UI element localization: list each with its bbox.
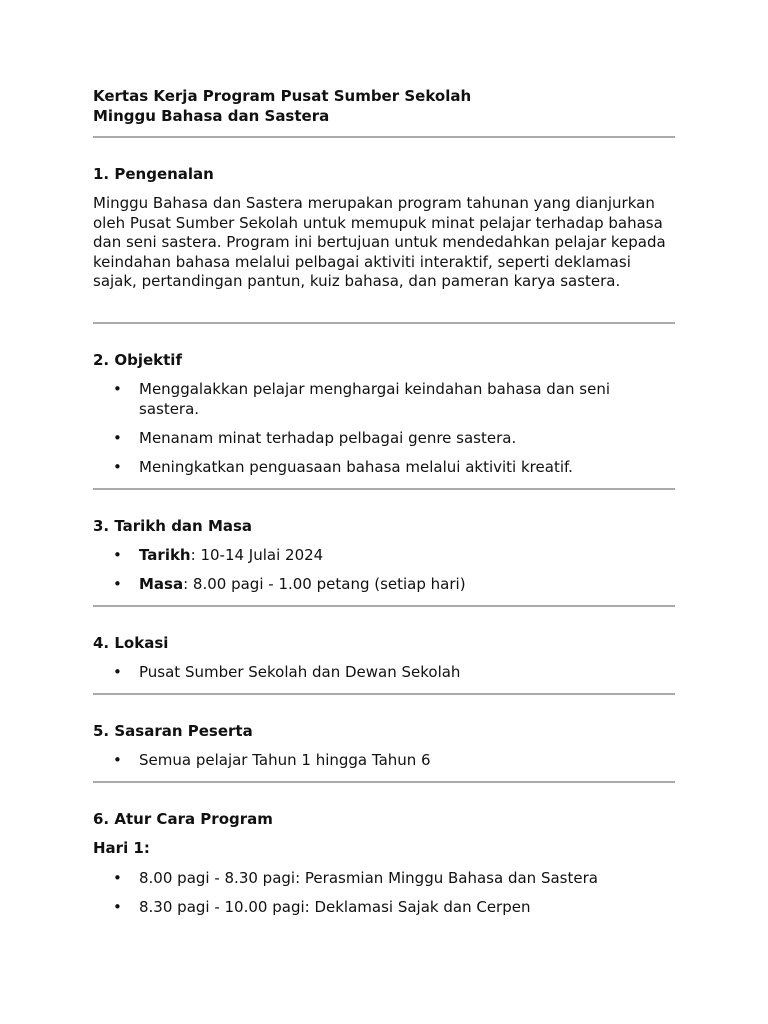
bullet-icon: • [113,546,122,564]
intro-paragraph: Minggu Bahasa dan Sastera merupakan program tahunan yang dianjurkan oleh Pusat Sumber Sekolah untuk memupuk minat pelajar terhadap bahasa dan seni sastera. Program ini bertujuan untuk mendedahkan pelajar kepada keindahan bahasa melalui pelbagai aktiviti interaktif, seperti deklamasi sajak, pertandingan pantun, kuiz bahasa, dan pameran karya sastera. [93,194,666,291]
list-item-text: 8.30 pagi - 10.00 pagi: Deklamasi Sajak dan Cerpen [139,898,531,916]
list-item [93,379,675,419]
list-item [93,662,675,682]
list-item-text: Menanam minat terhadap pelbagai genre sastera. [139,429,517,447]
list-item [93,897,675,917]
bullet-icon: • [113,429,122,447]
section-heading-atur-cara-program: 6. Atur Cara Program [93,810,273,828]
section-heading-pengenalan: 1. Pengenalan [93,165,214,183]
list-item [93,545,675,565]
bullet-icon: • [113,663,122,681]
section-heading-lokasi: 4. Lokasi [93,634,169,652]
list-item [93,457,675,477]
bullet-icon: • [113,898,122,916]
list-item-text: Semua pelajar Tahun 1 hingga Tahun 6 [139,751,431,769]
bullet-icon: • [113,458,122,476]
list-item-text [139,545,639,565]
list-item-text: Pusat Sumber Sekolah dan Dewan Sekolah [139,663,461,681]
document-title-line-1: Kertas Kerja Program Pusat Sumber Sekolah [93,87,472,105]
bullet-icon: • [113,575,122,593]
document-title-line-2: Minggu Bahasa dan Sastera [93,107,330,125]
bullet-icon: • [113,869,122,887]
bullet-icon: • [113,380,122,398]
list-item [93,750,675,770]
list-item [93,574,675,594]
list-item [93,428,675,448]
divider [93,693,675,695]
bullet-icon: • [113,751,122,769]
list-item [93,868,675,888]
divider [93,488,675,490]
section-heading-objektif: 2. Objektif [93,351,182,369]
date-label: Tarikh [139,546,191,564]
divider [93,781,675,783]
divider [93,322,675,324]
divider [93,605,675,607]
section-heading-tarikh-dan-masa: 3. Tarikh dan Masa [93,517,253,535]
document-title [93,86,471,126]
list-item-text: Meningkatkan penguasaan bahasa melalui aktiviti kreatif. [139,458,573,476]
section-heading-sasaran-peserta: 5. Sasaran Peserta [93,722,253,740]
time-label: Masa [139,575,184,593]
list-item-text: 8.00 pagi - 8.30 pagi: Perasmian Minggu Bahasa dan Sastera [139,869,598,887]
day-1-label: Hari 1: [93,839,150,857]
time-value: : 8.00 pagi - 1.00 petang (setiap hari) [183,575,466,593]
list-item-text: Menggalakkan pelajar menghargai keindahan bahasa dan seni sastera. [139,380,611,418]
list-item-text [139,574,639,594]
divider [93,136,675,138]
date-value: : 10-14 Julai 2024 [190,546,324,564]
